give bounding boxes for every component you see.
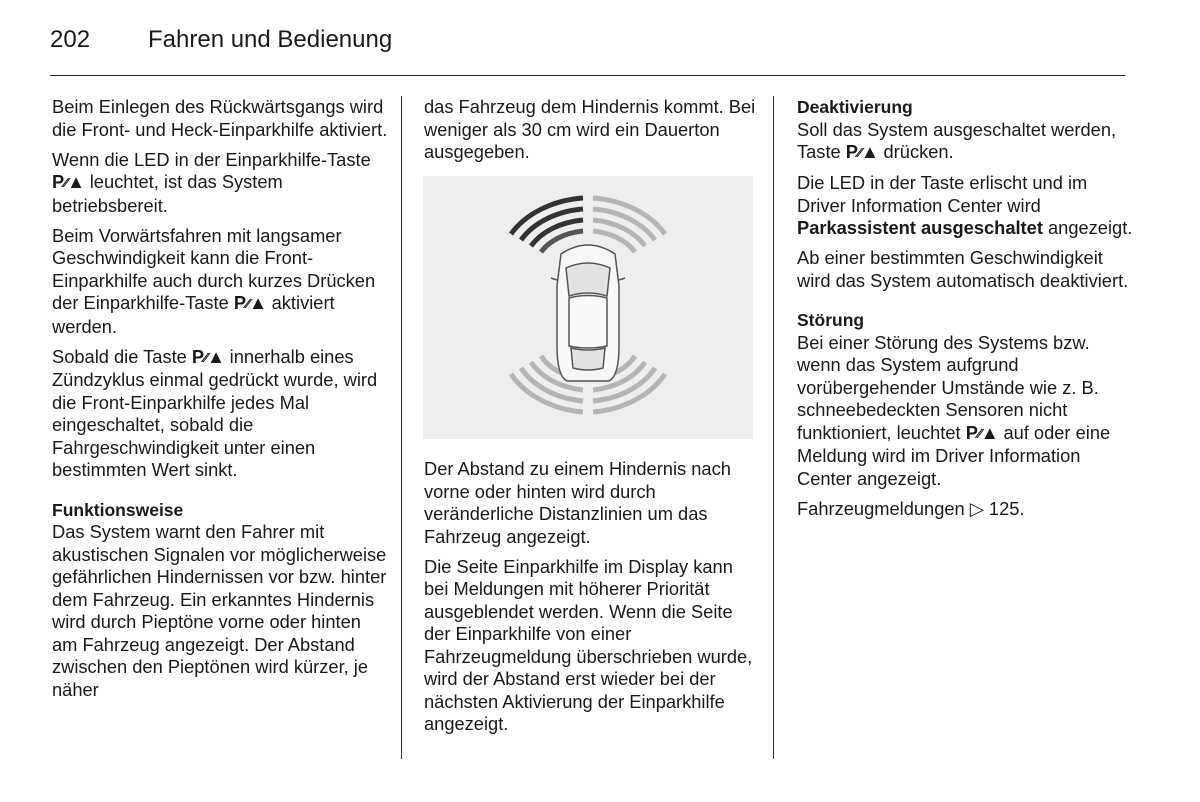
park-symbol-waves: ∕∕ [977,425,981,441]
paragraph [797,332,1133,491]
text-span: Soll das System ausgeschaltet werden, Taste [797,118,1117,162]
park-assist-button-icon [234,292,267,313]
column-divider-right [773,96,774,759]
text-span: Wenn die LED in der Einparkhilfe-Taste [52,148,371,170]
column-middle [424,96,760,171]
park-symbol-p: P [191,345,204,367]
page-reference-arrow-icon: ▷ [969,497,984,519]
text-span: Die LED in der Taste erlischt und im Driver Information Center wird [797,172,1088,216]
park-symbol-p: P [233,292,246,313]
text-span: Bei einer Störung des Systems bzw. wenn das System aufgrund vorübergehender Umstände wie z. B. schneebedeckten Sensoren nicht funktioniert, leuchtet [797,331,1099,443]
column-left [52,96,388,709]
section-heading: Störung [797,310,865,330]
car-distance-diagram [423,176,753,439]
park-symbol-p: P [845,141,858,162]
paragraph: Ab einer bestimmten Geschwindigkeit wird das System automatisch deaktiviert. [797,247,1129,291]
park-symbol-waves: ∕∕ [857,145,861,160]
paragraph: das Fahrzeug dem Hindernis kommt. Bei weniger als 30 cm wird ein Dauerton ausgegeben. [424,96,756,162]
park-symbol-p: P [965,421,978,443]
column-divider-left [401,96,402,759]
page-number: 202 [50,26,91,53]
park-symbol-waves: ∕∕ [63,175,68,190]
message-text: Parkassistent ausgeschaltet [797,217,1043,238]
paragraph: Der Abstand zu einem Hindernis nach vorne oder hinten wird durch veränderliche Distanzlinien um das Fahrzeug angezeigt. [424,458,731,547]
paragraph [797,119,1133,165]
park-symbol-waves: ∕∕ [203,349,207,365]
column-right [797,96,1133,528]
column-middle-lower [424,458,760,743]
text-span: angezeigt. [1042,217,1133,238]
section-heading: Funktionsweise [52,499,184,520]
page-title: Fahren und Bedienung [148,26,393,53]
paragraph [52,346,388,482]
park-assist-button-icon [192,346,225,367]
car-top-view [551,245,625,381]
paragraph [52,149,388,218]
text-span: Beim Vorwärtsfahren mit langsamer Geschwindigkeit kann die Front-Einparkhilfe auch durch kurzes Drücken der Einparkhilfe-Taste [52,224,376,313]
text-span: aktiviert werden. [52,292,335,337]
park-assist-button-icon [966,422,999,443]
text-span: auf oder eine Meldung wird im Driver Information Center angezeigt. [797,421,1111,489]
park-symbol-waves: ∕∕ [245,296,249,311]
park-symbol-triangle: ▲ [980,421,999,443]
park-assist-button-icon [846,141,879,162]
text-span: Sobald die Taste [52,345,192,367]
paragraph: Beim Einlegen des Rückwärtsgangs wird die Front- und Heck-Einparkhilfe aktiviert. [52,96,388,140]
park-symbol-p: P [52,171,64,192]
park-symbol-triangle: ▲ [248,292,267,313]
park-assist-button-icon [52,171,85,192]
park-assist-illustration [423,176,753,439]
paragraph [52,225,388,339]
text-span: drücken. [878,141,954,162]
text-span: innerhalb eines Zündzyklus einmal gedrückt wurde, wird die Front-Einparkhilfe jedes Mal eingeschaltet, sobald die Fahrgeschwindigkeit unter einen bestimmten Wert sinkt. [52,345,378,480]
header-rule [50,75,1125,76]
text-span: Fahrzeugmeldungen [797,497,970,519]
page-reference: 125. [983,497,1025,519]
paragraph: Das System warnt den Fahrer mit akustischen Signalen vor möglicherweise gefährlichen Hindernissen vor bzw. hinter dem Fahrzeug. Ein erkanntes Hindernis wird durch Pieptöne vorne oder hinten am Fahrzeug angezeigt. Der Abstand zwischen den Pieptönen wird kürzer, je näher [52,521,387,700]
paragraph: Die Seite Einparkhilfe im Display kann bei Meldungen mit höherer Priorität ausgeblendet werden. Wenn die Seite der Einparkhilfe von einer Fahrzeugmeldung überschrieben wurde, wird der Abstand erst wieder bei der nächsten Aktivierung der Einparkhilfe angezeigt. [424,555,753,734]
paragraph [797,172,1133,240]
park-symbol-triangle: ▲ [67,171,85,192]
park-symbol-triangle: ▲ [206,345,225,367]
paragraph [797,498,1133,521]
text-span: leuchtet, ist das System betriebsbereit. [52,171,283,216]
section-heading: Deaktivierung [797,97,913,117]
park-symbol-triangle: ▲ [860,141,879,162]
